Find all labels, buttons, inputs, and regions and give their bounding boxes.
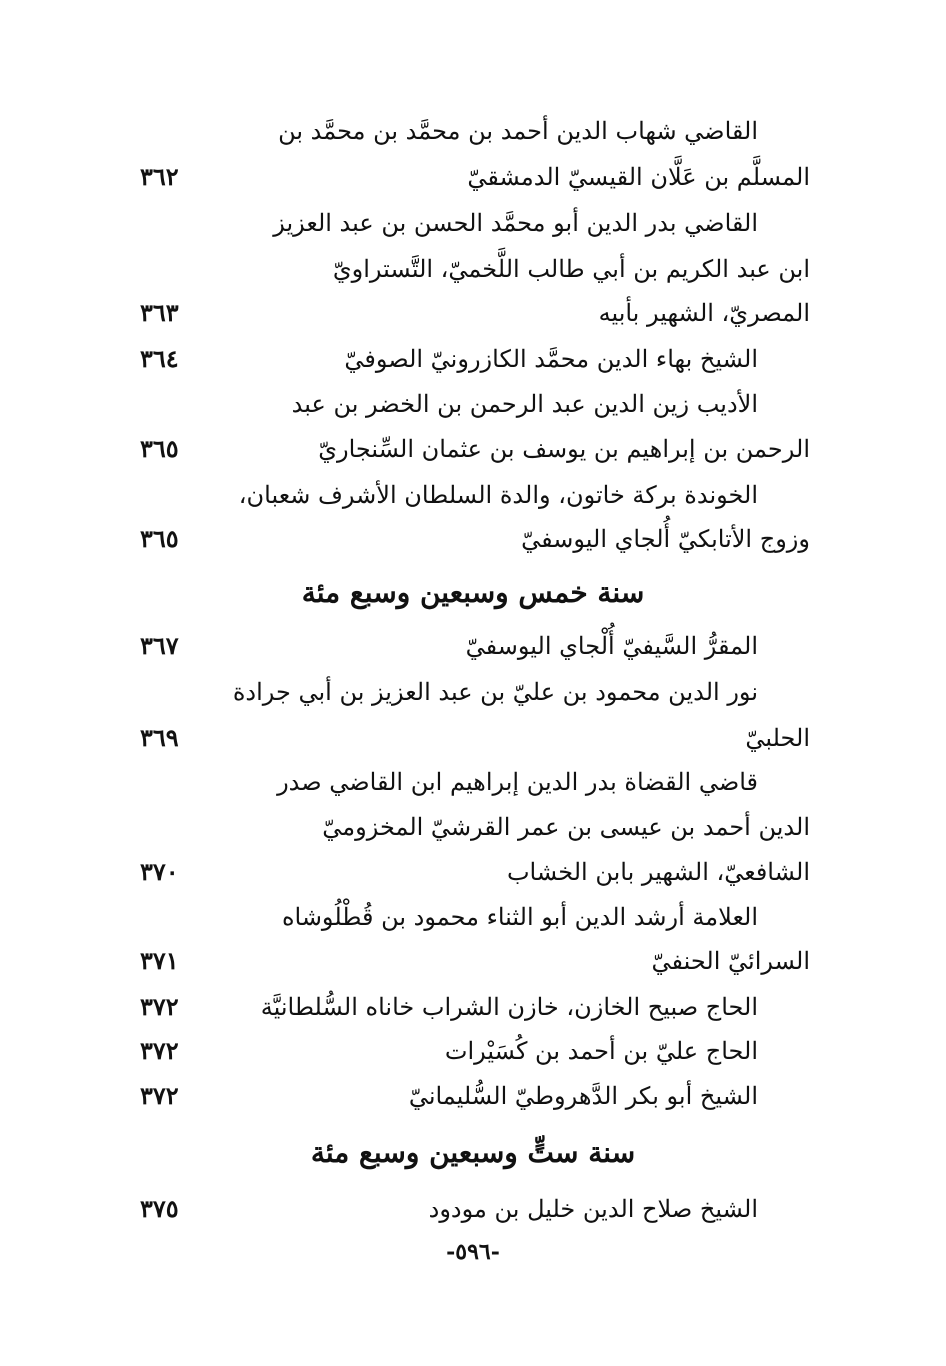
entry-text: الحلبيّ [745,724,810,752]
entry-text: ابن عبد الكريم بن أبي طالب اللَّخميّ، التَّستراويّ [332,255,810,283]
page-number: ٣٧٢ [140,992,179,1021]
page-number: ٣٧٥ [140,1194,179,1223]
index-line [130,111,810,151]
entry-text: الشافعيّ، الشهير بابن الخشاب [506,858,810,886]
page-number: ٣٦٤ [140,344,179,373]
index-line [130,897,810,937]
index-line [130,157,810,197]
entry-text: الشيخ صلاح الدين خليل بن مودود [428,1195,758,1223]
index-line [130,672,810,712]
index-line [130,941,810,981]
page-folio: -٥٩٦- [446,1239,500,1265]
entry-text: المقرُّ السَّيفيّ أُلْجاي اليوسفيّ [465,632,758,660]
index-line [130,519,810,559]
entry-text: القاضي شهاب الدين أحمد بن محمَّد بن محمَّد بن [278,117,758,145]
index-line [130,203,810,243]
page-number: ٣٦٥ [140,434,179,463]
entry-text: قاضي القضاة بدر الدين إبراهيم ابن القاضي صدر [277,768,758,796]
index-line [130,1076,810,1116]
entry-text: القاضي بدر الدين أبو محمَّد الحسن بن عبد العزيز [273,209,758,237]
entry-text: الشيخ بهاء الدين محمَّد الكازرونيّ الصوفيّ [344,345,758,373]
index-line [130,807,810,847]
entry-text: العلامة أرشد الدين أبو الثناء محمود بن قُطْلُوشاه [281,903,758,931]
entry-text: المصريّ، الشهير بأبيه [598,299,810,327]
entry-text: المسلَّم بن عَلَّان القيسيّ الدمشقيّ [467,163,810,191]
entry-text: الحاج صبيح الخازن، خازن الشراب خاناه السُّلطانيَّة [260,993,758,1021]
page-number: ٣٦٧ [140,631,179,660]
entry-text: نور الدين محمود بن عليّ بن عبد العزيز بن أبي جرادة [232,678,758,706]
index-line [130,1189,810,1229]
year-heading: سنة ستٍّ وسبعين وسبع مئة [310,1136,636,1169]
page-number: ٣٧٢ [140,1081,179,1110]
entry-text: الرحمن بن إبراهيم بن يوسف بن عثمان السِّنجاريّ [318,435,810,463]
entry-text: السرائيّ الحنفيّ [651,947,810,975]
page-number: ٣٦٥ [140,524,179,553]
index-line [130,762,810,802]
index-line [130,339,810,379]
entry-text: الشيخ أبو بكر الدَّهروطيّ السُّليمانيّ [408,1082,758,1110]
index-line [130,475,810,515]
index-line [130,718,810,758]
entry-text: الخوندة بركة خاتون، والدة السلطان الأشرف شعبان، [238,481,758,509]
year-heading: سنة خمس وسبعين وسبع مئة [301,576,645,609]
page-number: ٣٧١ [140,946,179,975]
index-line [130,249,810,289]
page-number: ٣٦٣ [140,298,179,327]
index-line [130,987,810,1027]
entry-text: الحاج عليّ بن أحمد بن كُسَيْرات [444,1037,758,1065]
index-line [130,852,810,892]
index-line [130,1031,810,1071]
index-line [130,384,810,424]
index-line [130,429,810,469]
entry-text: الدين أحمد بن عيسى بن عمر القرشيّ المخزوميّ [322,813,810,841]
entry-text: وزوج الأتابكيّ أُلجاي اليوسفيّ [521,525,810,553]
page-number: ٣٧٢ [140,1036,179,1065]
page-number: ٣٧٠ [140,857,179,886]
page-number: ٣٦٩ [140,723,179,752]
index-line [130,293,810,333]
page-number: ٣٦٢ [140,162,179,191]
index-line [130,626,810,666]
entry-text: الأديب زين الدين عبد الرحمن بن الخضر بن عبد [291,390,758,418]
